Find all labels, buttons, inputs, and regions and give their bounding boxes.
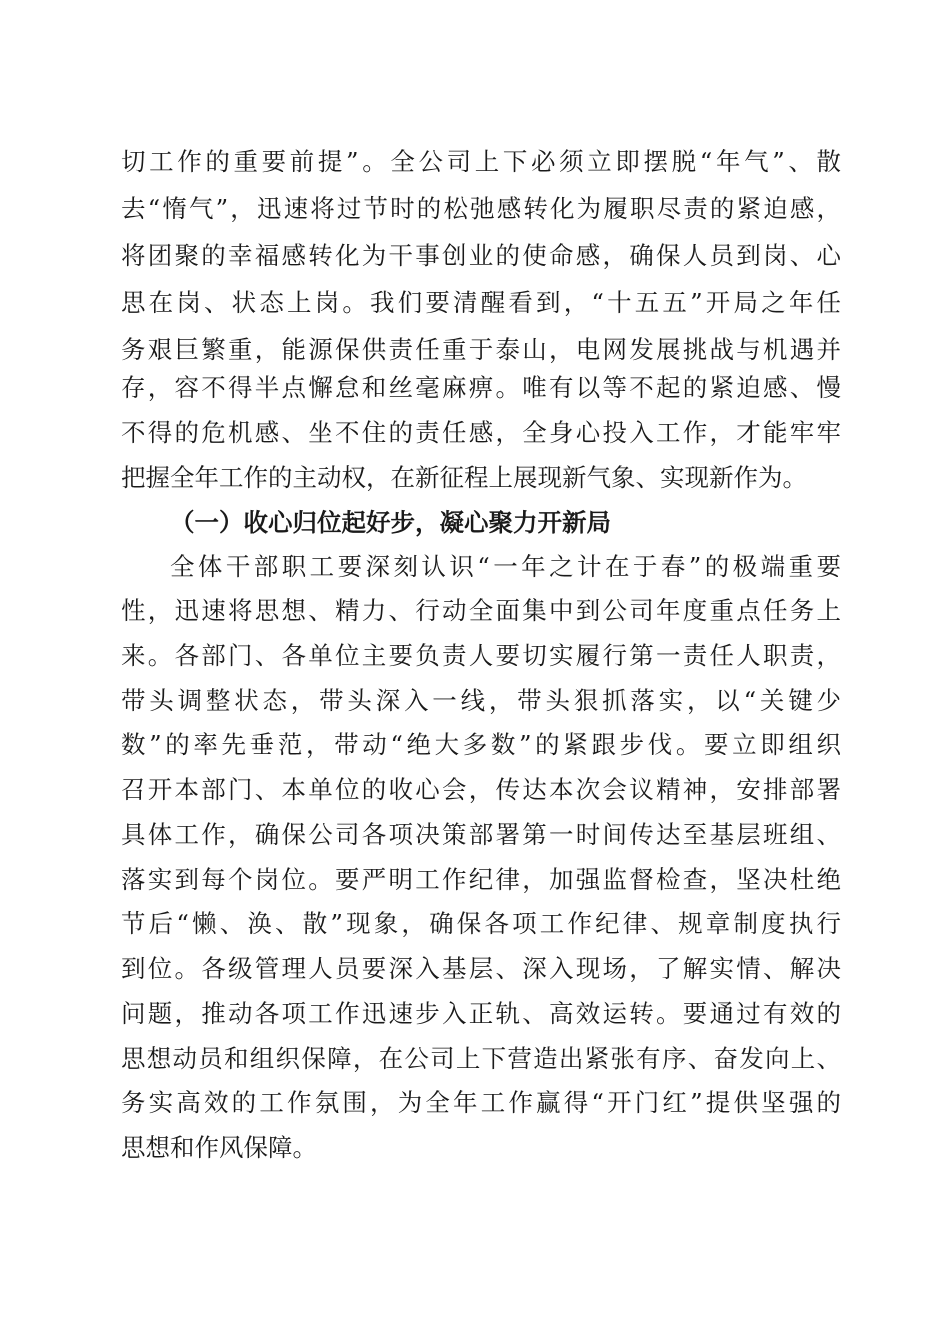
text-line: 性，迅速将思想、精力、行动全面集中到公司年度重点任务上	[121, 596, 841, 625]
text-line: 思想动员和组织保障，在公司上下营造出紧张有序、奋发向上、	[121, 1044, 841, 1073]
text-line: 到位。各级管理人员要深入基层、深入现场，了解实情、解决	[121, 954, 841, 983]
text-line: 务艰巨繁重，能源保供责任重于泰山，电网发展挑战与机遇并	[121, 335, 841, 364]
section-heading: （一）收心归位起好步，凝心聚力开新局	[170, 508, 611, 537]
text-line: 召开本部门、本单位的收心会，传达本次会议精神，安排部署	[121, 775, 841, 804]
text-line: 具体工作，确保公司各项决策部署第一时间传达至基层班组、	[121, 820, 841, 849]
text-line: 切工作的重要前提”。全公司上下必须立即摆脱“年气”、散	[121, 147, 841, 176]
text-line: 落实到每个岗位。要严明工作纪律，加强监督检查，坚决杜绝	[121, 865, 841, 894]
text-line: 带头调整状态，带头深入一线，带头狠抓落实，以“关键少	[121, 686, 841, 715]
text-line: 务实高效的工作氛围，为全年工作赢得“开门红”提供坚强的	[121, 1088, 841, 1117]
text-line: 不得的危机感、坐不住的责任感，全身心投入工作，才能牢牢	[121, 418, 841, 447]
text-line: 去“惰气”，迅速将过节时的松弛感转化为履职尽责的紧迫感，	[121, 194, 841, 223]
text-line: 存，容不得半点懈怠和丝毫麻痹。唯有以等不起的紧迫感、慢	[121, 373, 841, 402]
text-line: 节后“懒、涣、散”现象，确保各项工作纪律、规章制度执行	[121, 909, 841, 938]
text-line: 来。各部门、各单位主要负责人要切实履行第一责任人职责，	[121, 641, 841, 670]
text-line: 思想和作风保障。	[121, 1133, 317, 1162]
text-line: 把握全年工作的主动权，在新征程上展现新气象、实现新作为。	[121, 463, 807, 492]
text-line: 问题，推动各项工作迅速步入正轨、高效运转。要通过有效的	[121, 999, 841, 1028]
text-line: 数”的率先垂范，带动“绝大多数”的紧跟步伐。要立即组织	[121, 730, 841, 759]
text-line: 全体干部职工要深刻认识“一年之计在于春”的极端重要	[170, 552, 841, 581]
text-line: 将团聚的幸福感转化为干事创业的使命感，确保人员到岗、心	[121, 241, 841, 270]
text-line: 思在岗、状态上岗。我们要清醒看到，“十五五”开局之年任	[121, 288, 841, 317]
